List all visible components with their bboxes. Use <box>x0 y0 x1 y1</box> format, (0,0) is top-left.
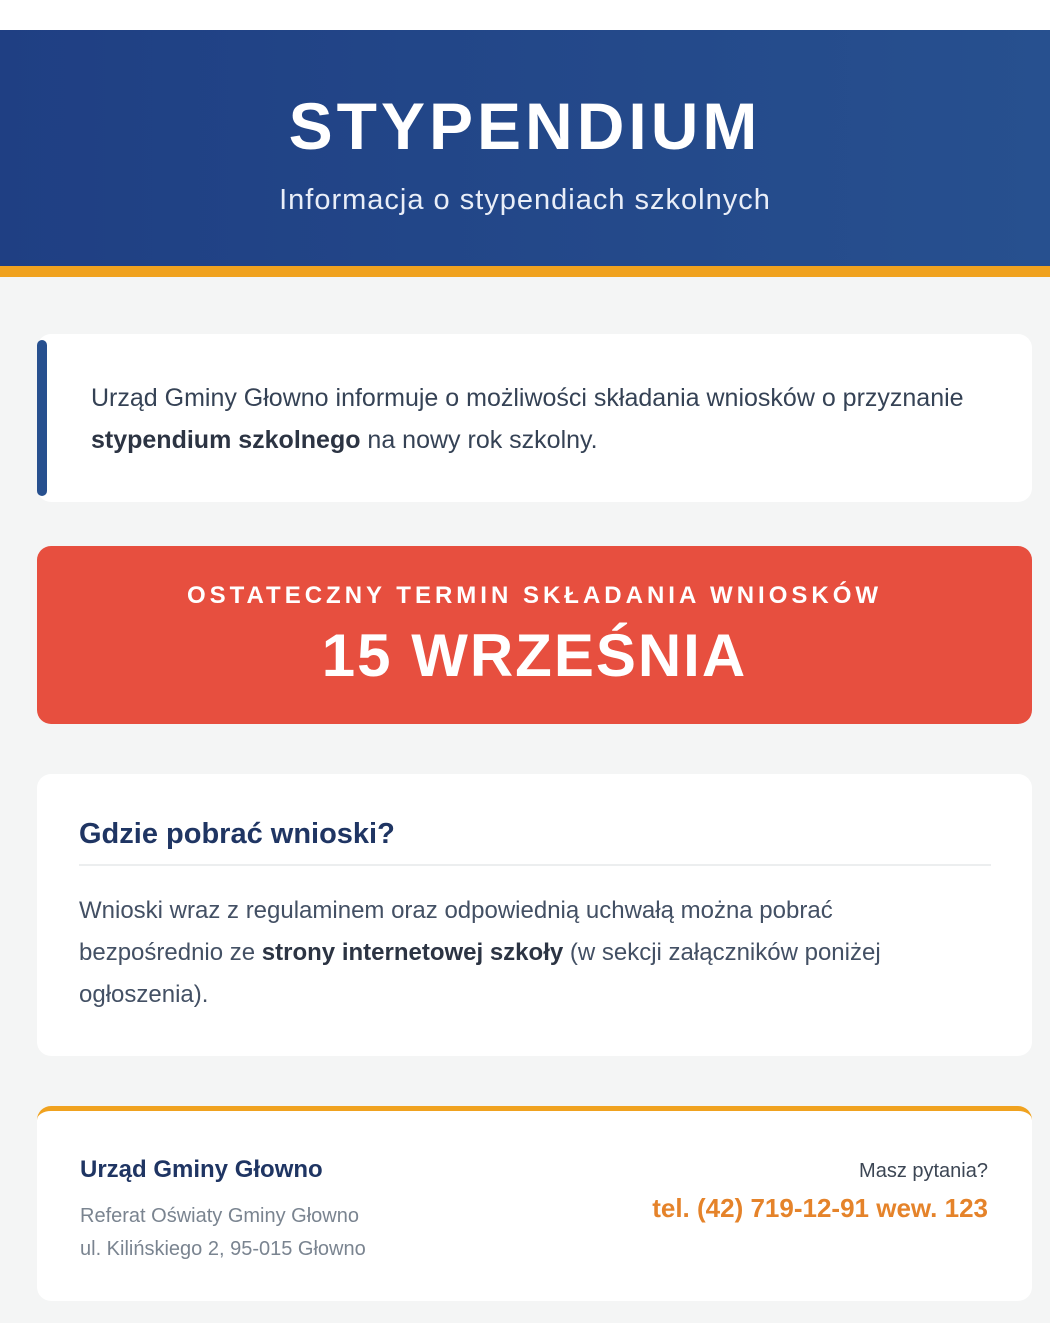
page-title: STYPENDIUM <box>288 89 762 163</box>
download-text-start: Wnioski wraz z regulaminem oraz odpowiednią uchwałą można pobrać bezpośrednio ze <box>79 897 833 966</box>
questions-label: Masz pytania? <box>859 1160 988 1182</box>
school-website-reference: strony internetowej szkoły <box>261 939 564 966</box>
download-text-end: (w sekcji załączników poniżej ogłoszenia). <box>79 939 881 1008</box>
header-banner <box>0 30 1050 277</box>
contact-footer <box>37 1106 1032 1301</box>
download-card <box>37 774 1032 1056</box>
deadline-label: OSTATECZNY TERMIN SKŁADANIA WNIOSKÓW <box>186 582 883 609</box>
top-strip <box>0 0 1050 31</box>
address: ul. Kilińskiego 2, 95-015 Głowno <box>80 1238 366 1260</box>
intro-text-start: Urząd Gminy Głowno informuje o możliwości składania wniosków o przyznanie <box>91 384 964 412</box>
deadline-banner <box>37 546 1032 724</box>
intro-accent-bar <box>37 340 47 496</box>
phone-link[interactable]: tel. (42) 719-12-91 wew. 123 <box>652 1193 988 1223</box>
deadline-date: 15 WRZEŚNIA <box>321 622 748 689</box>
intro-text-bold: stypendium szkolnego <box>91 426 361 454</box>
department-name: Referat Oświaty Gminy Głowno <box>80 1205 359 1227</box>
intro-card <box>37 334 1032 502</box>
download-heading: Gdzie pobrać wnioski? <box>79 814 991 866</box>
org-name: Urząd Gminy Głowno <box>80 1156 323 1183</box>
intro-text <box>91 377 991 461</box>
intro-text-end: na nowy rok szkolny. <box>360 426 598 454</box>
download-text <box>79 890 979 1016</box>
page-subtitle: Informacja o stypendiach szkolnych <box>279 184 771 216</box>
